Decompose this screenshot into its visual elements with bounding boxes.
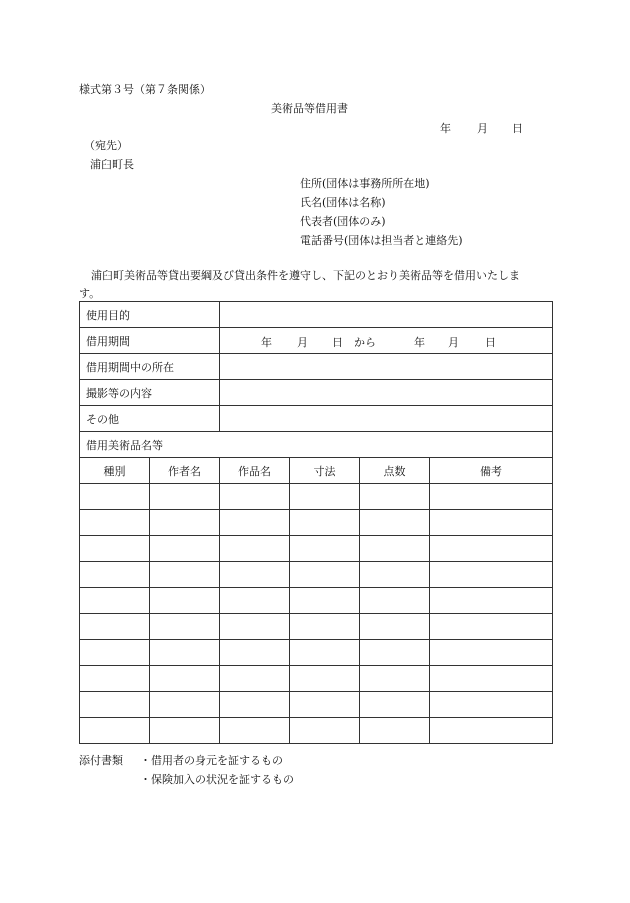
item-cell-dimensions[interactable]	[290, 588, 360, 614]
item-cell-artist[interactable]	[150, 510, 220, 536]
col-header-type: 種別	[80, 458, 150, 484]
item-cell-type[interactable]	[80, 614, 150, 640]
col-header-quantity: 点数	[360, 458, 430, 484]
document-title: 美術品等借用書	[271, 102, 348, 115]
attachment-item-1: ・借用者の身元を証するもの	[140, 754, 283, 767]
row-purpose	[80, 302, 553, 328]
purpose-value-cell[interactable]	[220, 302, 553, 328]
item-cell-quantity[interactable]	[360, 692, 430, 718]
item-cell-title[interactable]	[220, 562, 290, 588]
item-cell-type[interactable]	[80, 640, 150, 666]
item-cell-remarks[interactable]	[430, 666, 553, 692]
item-cell-artist[interactable]	[150, 718, 220, 744]
item-row	[80, 718, 553, 744]
date-fields	[440, 120, 530, 134]
item-cell-title[interactable]	[220, 666, 290, 692]
item-cell-quantity[interactable]	[360, 588, 430, 614]
item-cell-type[interactable]	[80, 484, 150, 510]
item-cell-type[interactable]	[80, 666, 150, 692]
row-column-headers	[80, 458, 553, 484]
item-cell-dimensions[interactable]	[290, 640, 360, 666]
body-text-line1: 浦臼町美術品等貸出要綱及び貸出条件を遵守し、下記のとおり美術品等を借用いたしま	[91, 269, 520, 282]
location-label: 借用期間中の所在	[80, 354, 220, 380]
item-cell-remarks[interactable]	[430, 484, 553, 510]
field-phone: 電話番号(団体は担当者と連絡先)	[300, 234, 463, 247]
day-label: 日	[512, 122, 523, 135]
item-cell-artist[interactable]	[150, 666, 220, 692]
item-cell-dimensions[interactable]	[290, 718, 360, 744]
period-day: 日	[332, 335, 343, 349]
item-cell-title[interactable]	[220, 484, 290, 510]
item-cell-type[interactable]	[80, 588, 150, 614]
period-value-cell[interactable]	[220, 328, 553, 354]
item-cell-dimensions[interactable]	[290, 484, 360, 510]
item-cell-title[interactable]	[220, 510, 290, 536]
row-location	[80, 354, 553, 380]
other-value-cell[interactable]	[220, 406, 553, 432]
item-cell-quantity[interactable]	[360, 510, 430, 536]
loan-form-table	[79, 301, 553, 744]
location-value-cell[interactable]	[220, 354, 553, 380]
item-cell-quantity[interactable]	[360, 536, 430, 562]
item-cell-artist[interactable]	[150, 484, 220, 510]
period-month: 月	[297, 335, 308, 349]
field-name: 氏名(団体は名称)	[300, 196, 386, 209]
item-cell-remarks[interactable]	[430, 640, 553, 666]
item-cell-remarks[interactable]	[430, 588, 553, 614]
item-cell-dimensions[interactable]	[290, 666, 360, 692]
item-row	[80, 510, 553, 536]
item-cell-quantity[interactable]	[360, 666, 430, 692]
period-fields	[226, 334, 552, 348]
item-cell-quantity[interactable]	[360, 562, 430, 588]
item-cell-remarks[interactable]	[430, 718, 553, 744]
form-number: 様式第３号（第７条関係）	[79, 83, 211, 96]
col-header-artist: 作者名	[150, 458, 220, 484]
item-cell-quantity[interactable]	[360, 484, 430, 510]
item-cell-type[interactable]	[80, 536, 150, 562]
month-label: 月	[477, 122, 488, 135]
addressee-name: 浦臼町長	[90, 158, 134, 171]
item-row	[80, 588, 553, 614]
item-cell-remarks[interactable]	[430, 510, 553, 536]
addressee-label: （宛先）	[84, 139, 128, 152]
item-cell-artist[interactable]	[150, 588, 220, 614]
col-header-title: 作品名	[220, 458, 290, 484]
item-row	[80, 614, 553, 640]
item-cell-title[interactable]	[220, 718, 290, 744]
item-row	[80, 536, 553, 562]
photography-label: 撮影等の内容	[80, 380, 220, 406]
photography-value-cell[interactable]	[220, 380, 553, 406]
item-cell-artist[interactable]	[150, 614, 220, 640]
row-period	[80, 328, 553, 354]
item-cell-title[interactable]	[220, 640, 290, 666]
row-items-label	[80, 432, 553, 458]
item-cell-remarks[interactable]	[430, 692, 553, 718]
field-representative: 代表者(団体のみ)	[300, 215, 386, 228]
period-year2: 年	[414, 335, 425, 349]
item-cell-artist[interactable]	[150, 562, 220, 588]
item-cell-remarks[interactable]	[430, 562, 553, 588]
item-cell-artist[interactable]	[150, 536, 220, 562]
item-cell-type[interactable]	[80, 562, 150, 588]
item-cell-title[interactable]	[220, 588, 290, 614]
item-row	[80, 484, 553, 510]
item-cell-quantity[interactable]	[360, 640, 430, 666]
item-cell-type[interactable]	[80, 692, 150, 718]
items-label: 借用美術品名等	[80, 432, 553, 458]
col-header-remarks: 備考	[430, 458, 553, 484]
row-photography	[80, 380, 553, 406]
item-cell-dimensions[interactable]	[290, 692, 360, 718]
period-month2: 月	[448, 335, 459, 349]
item-row	[80, 666, 553, 692]
purpose-label: 使用目的	[80, 302, 220, 328]
other-label: その他	[80, 406, 220, 432]
item-cell-quantity[interactable]	[360, 614, 430, 640]
period-from: から	[354, 335, 376, 349]
item-row	[80, 562, 553, 588]
item-cell-dimensions[interactable]	[290, 510, 360, 536]
row-other	[80, 406, 553, 432]
item-cell-remarks[interactable]	[430, 614, 553, 640]
item-cell-title[interactable]	[220, 692, 290, 718]
item-cell-type[interactable]	[80, 718, 150, 744]
item-cell-dimensions[interactable]	[290, 562, 360, 588]
attachments-label: 添付書類	[79, 754, 123, 767]
item-cell-quantity[interactable]	[360, 718, 430, 744]
attachment-item-2: ・保険加入の状況を証するもの	[140, 773, 294, 786]
item-cell-artist[interactable]	[150, 640, 220, 666]
year-label: 年	[440, 122, 451, 135]
item-cell-artist[interactable]	[150, 692, 220, 718]
item-row	[80, 692, 553, 718]
item-cell-type[interactable]	[80, 510, 150, 536]
item-cell-remarks[interactable]	[430, 536, 553, 562]
item-cell-dimensions[interactable]	[290, 614, 360, 640]
body-text-line2: す。	[79, 287, 101, 300]
item-cell-dimensions[interactable]	[290, 536, 360, 562]
col-header-dimensions: 寸法	[290, 458, 360, 484]
period-day2: 日	[485, 335, 496, 349]
period-year: 年	[261, 335, 272, 349]
field-address: 住所(団体は事務所所在地)	[300, 177, 430, 190]
item-cell-title[interactable]	[220, 614, 290, 640]
item-row	[80, 640, 553, 666]
period-label: 借用期間	[80, 328, 220, 354]
item-cell-title[interactable]	[220, 536, 290, 562]
